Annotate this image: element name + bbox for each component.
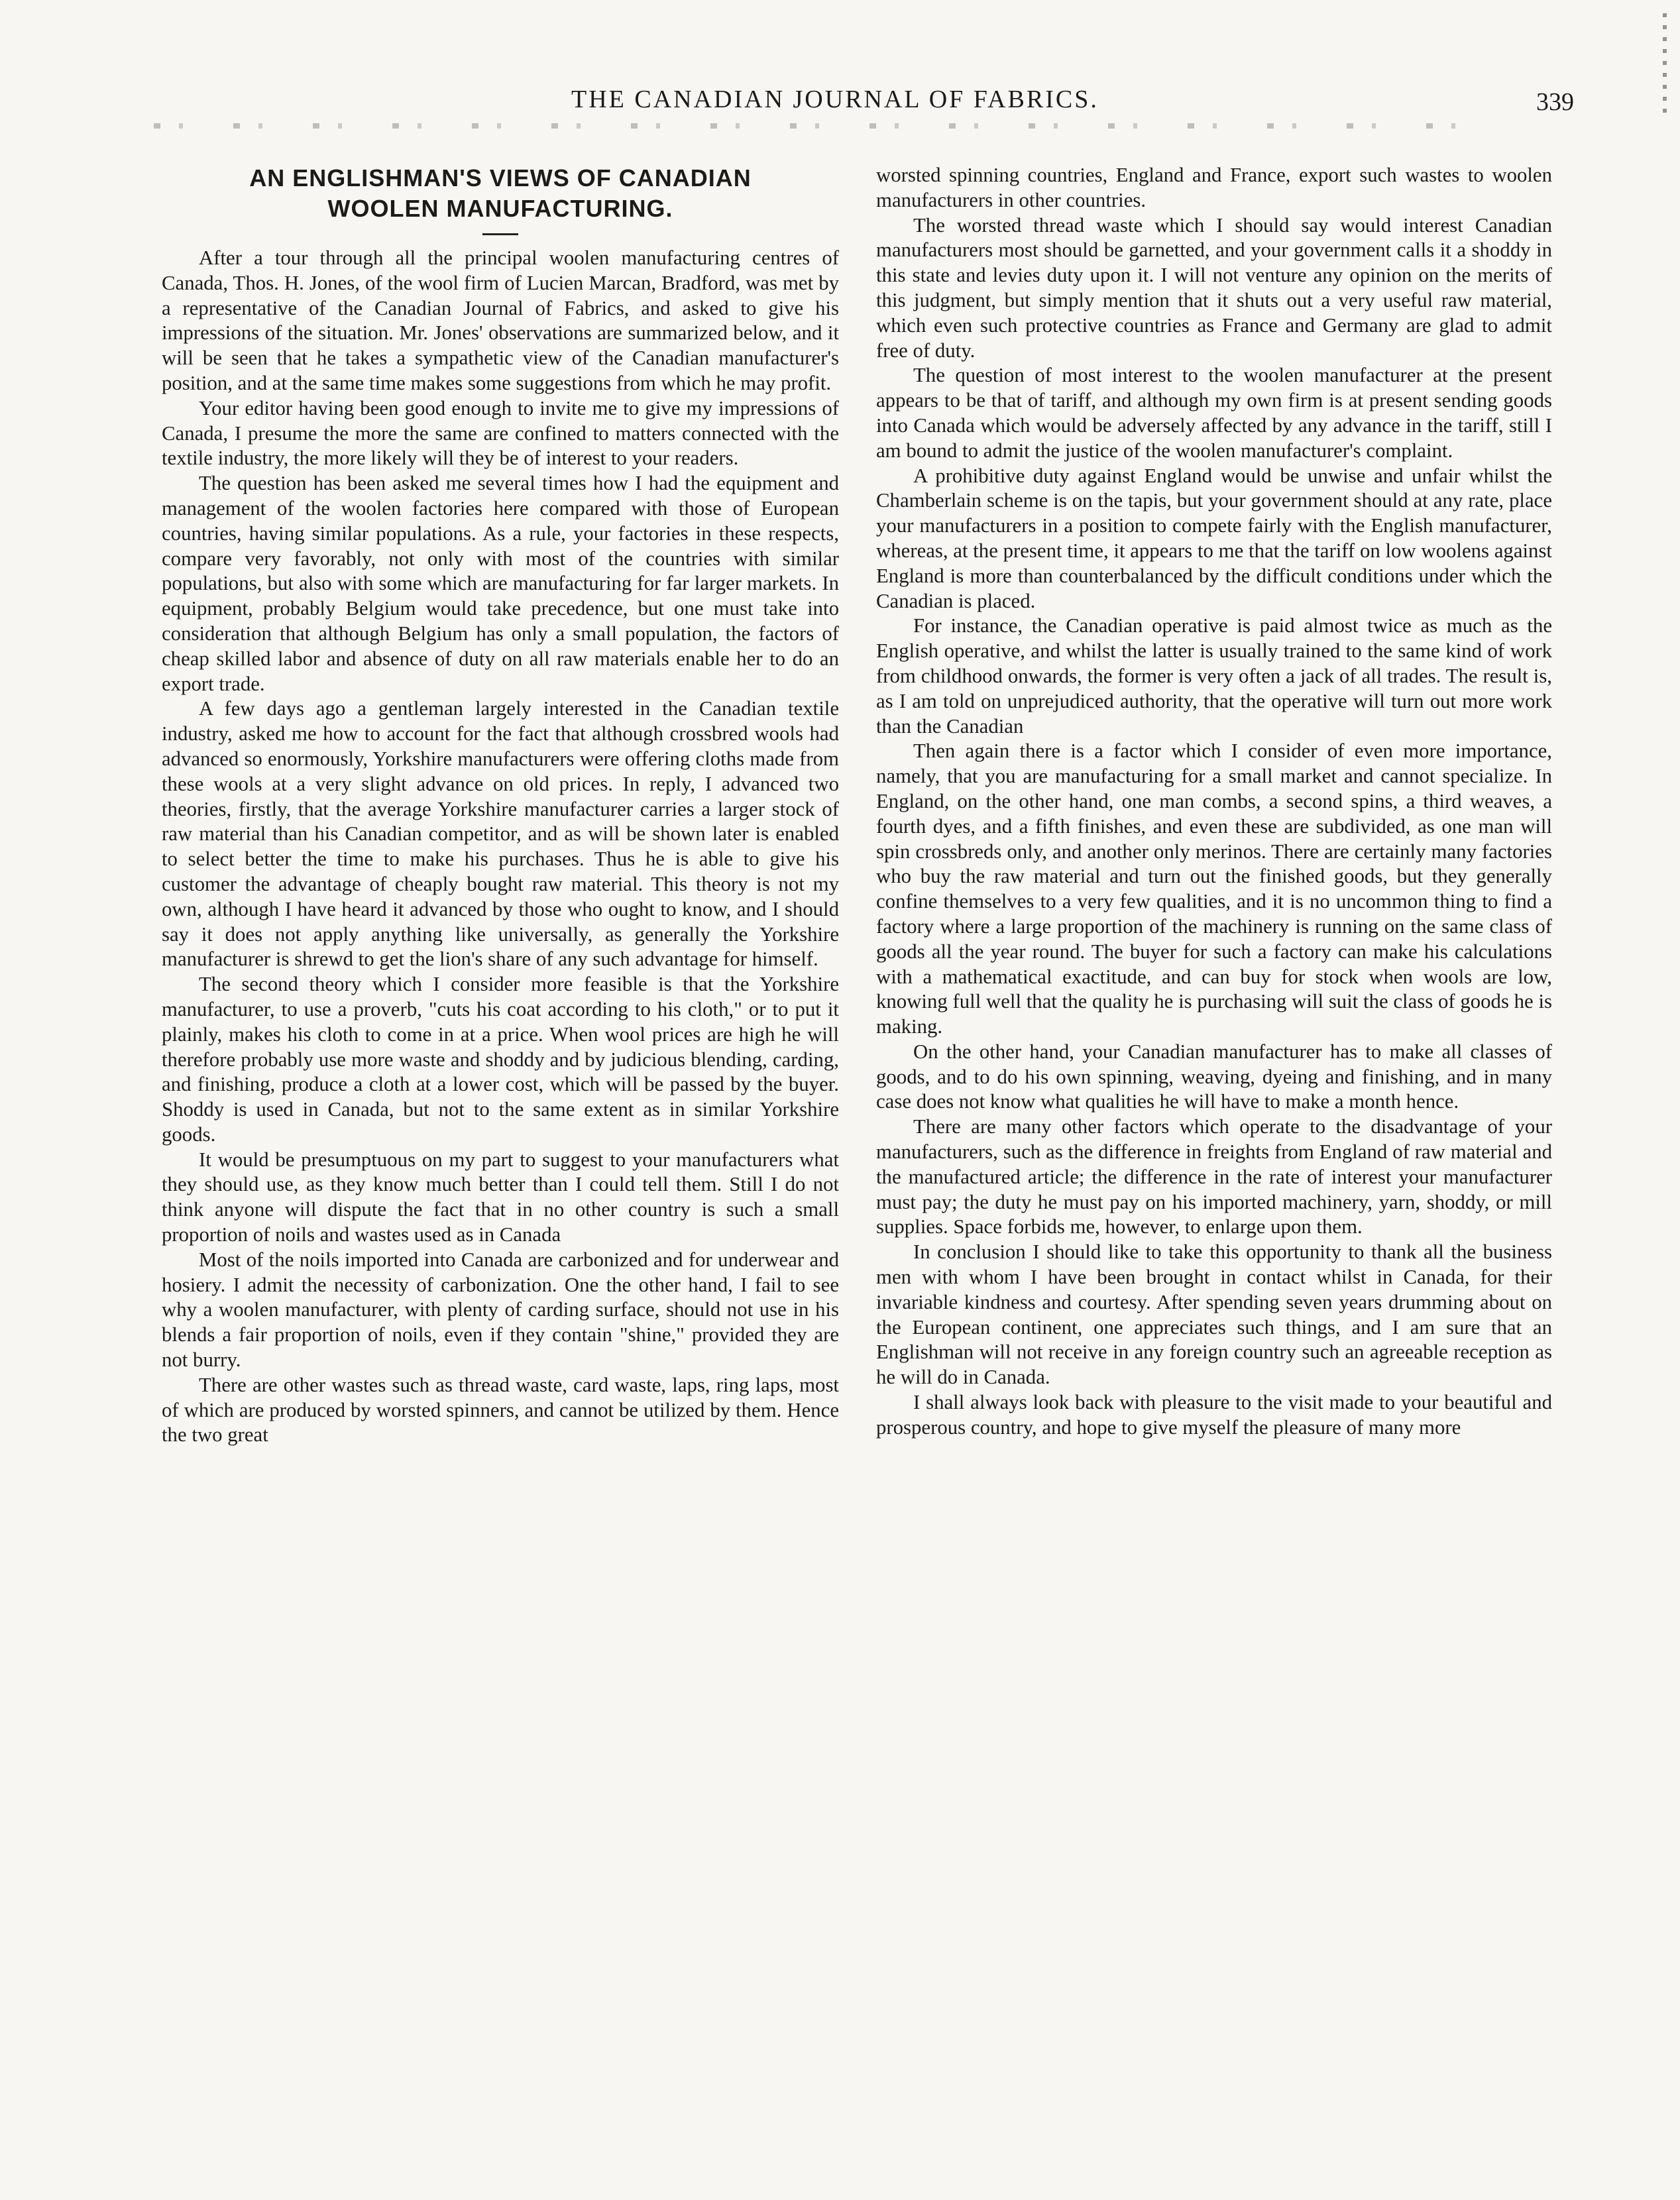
page-number: 339 bbox=[1536, 88, 1574, 116]
paragraph: A few days ago a gentleman largely interested in the Canadian textile industry, asked me how to account for the fact that although crossbred wools had advanced so enormously, Yorkshire manufacturers were offering cloths made from these wools at a very slight advance on old prices. In reply, I advanced two theories, firstly, that the average Yorkshire manufacturer carries a larger stock of raw material than his Canadian competitor, and as will be shown later is enabled to select better the time to make his purchases. Thus he is able to give his customer the advantage of cheaply bought raw material. This theory is not my own, although I have heard it advanced by those who ought to know, and I should say it does not apply anything like universally, as generally the Yorkshire manufacturer is shrewd to get the lion's share of any such advantage for himself. bbox=[162, 697, 839, 971]
right-column bbox=[876, 163, 1552, 1441]
paragraph: In conclusion I should like to take this opportunity to thank all the business men with whom I have been brought in contact whilst in Canada, for their invariable kindness and courtesy. After spending seven years drumming about on the European continent, one appreciates such things, and I am sure that an Englishman will not receive in any foreign country such an agreeable reception as he will do in Canada. bbox=[876, 1240, 1552, 1389]
article-title-line2: WOOLEN MANUFACTURING. bbox=[327, 195, 673, 222]
page-edge-mark bbox=[1663, 13, 1667, 113]
paragraph: There are other wastes such as thread waste, card waste, laps, ring laps, most of which are produced by worsted spinners, and cannot be utilized by them. Hence the two great bbox=[162, 1373, 839, 1447]
article-title-line1: AN ENGLISHMAN'S VIEWS OF CANADIAN bbox=[249, 164, 752, 192]
running-title: THE CANADIAN JOURNAL OF FABRICS. bbox=[571, 85, 1099, 113]
paragraph: After a tour through all the principal woolen manufacturing centres of Canada, Thos. H. Jones, of the wool firm of Lucien Marcan, Bradford, was met by a representative of the Canadian Journal of Fabrics, and asked to give his impressions of the situation. Mr. Jones' observations are summarized below, and it will be seen that he takes a sympathetic view of the Canadian manufacturer's position, and at the same time makes some suggestions from which he may profit. bbox=[162, 247, 839, 394]
paragraph: It would be presumptuous on my part to suggest to your manufacturers what they should use, as they know much better than I could tell them. Still I do not think anyone will dispute the fact that in no other country is such a small proportion of noils and wastes used as in Canada bbox=[162, 1148, 839, 1246]
paragraph: On the other hand, your Canadian manufacturer has to make all classes of goods, and to do his own spinning, weaving, dyeing and finishing, and in many case does not know what qualities he will have to make a month hence. bbox=[876, 1040, 1552, 1113]
paragraph: I shall always look back with pleasure to the visit made to your beautiful and prosperous country, and hope to give myself the pleasure of many more bbox=[876, 1391, 1552, 1439]
title-divider bbox=[482, 233, 518, 235]
paragraph: Then again there is a factor which I consider of even more importance, namely, that you are manufacturing for a small market and cannot specialize. In England, on the other hand, one man combs, a second spins, a third weaves, a fourth dyes, and a fifth finishes, and even these are subdivided, as one man will spin crossbreds only, and another only merinos. There are certainly many factories who buy the raw material and turn out the finished goods, but they generally confine themselves to a very few qualities, and it is no uncommon thing to find a factory where a large proportion of the machinery is running on the same class of goods all the year round. The buyer for such a factory can make his calculations with a mathematical exactitude, and can buy for stock when wools are low, knowing full well that the quality he is purchasing will suit the class of goods he is making. bbox=[876, 740, 1552, 1038]
paragraph: The second theory which I consider more feasible is that the Yorkshire manufacturer, to use a proverb, "cuts his coat according to his cloth," or to put it plainly, makes his cloth to come in at a price. When wool prices are high he will therefore probably use more waste and shoddy and by judicious blending, carding, and finishing, produce a cloth at a lower cost, which will be passed by the buyer. Shoddy is used in Canada, but not to the same extent as in similar Yorkshire goods. bbox=[162, 973, 839, 1146]
paragraph-continuation: worsted spinning countries, England and France, export such wastes to woolen manufacturers in other countries. bbox=[876, 164, 1552, 211]
paragraph: There are many other factors which operate to the disadvantage of your manufacturers, such as the difference in freights from England of raw material and the manufactured article; the difference in the rate of interest your manufacturer must pay; the duty he must pay on his imported machinery, yarn, shoddy, or mill supplies. Space forbids me, however, to enlarge upon them. bbox=[876, 1115, 1552, 1238]
paragraph: The worsted thread waste which I should say would interest Canadian manufacturers most should be garnetted, and your government calls it a shoddy in this state and levies duty upon it. I will not venture any opinion on the merits of this judgment, but simply mention that it shuts out a very useful raw material, which even such protective countries as France and Germany are glad to admit free of duty. bbox=[876, 213, 1552, 362]
article-title bbox=[162, 163, 839, 224]
paragraph: Most of the noils imported into Canada are carbonized and for underwear and hosiery. I admit the necessity of carbonization. One the other hand, I fail to see why a woolen manufacturer, with plenty of carding surface, should not use in his blends a fair proportion of noils, even if they contain "shine," provided they are not burry. bbox=[162, 1248, 839, 1372]
paragraph: Your editor having been good enough to invite me to give my impressions of Canada, I presume the more the same are confined to matters connected with the textile industry, the more likely will they be of interest to your readers. bbox=[162, 396, 839, 470]
left-column bbox=[162, 163, 839, 1448]
header-ornament-rule bbox=[154, 123, 1492, 129]
paragraph: The question has been asked me several times how I had the equipment and management of the woolen factories here compared with those of European countries, having similar populations. As a rule, your factories in these respects, compare very favorably, not only with most of the countries with similar populations, but also with some which are manufacturing for far larger markets. In equipment, probably Belgium would take precedence, but one must take into consideration that although Belgium has only a small population, the factors of cheap skilled labor and absence of duty on all raw materials enable her to do an export trade. bbox=[162, 472, 839, 695]
paragraph: For instance, the Canadian operative is paid almost twice as much as the English operative, and whilst the latter is usually trained to the same kind of work from childhood onwards, the former is very often a jack of all trades. The result is, as I am told on unprejudiced authority, that the operative will turn out more work than the Canadian bbox=[876, 614, 1552, 738]
paragraph: The question of most interest to the woolen manufacturer at the present appears to be that of tariff, and although my own firm is at present sending goods into Canada which would be adversely affected by any advance in the tariff, still I am bound to admit the justice of the woolen manufacturer's complaint. bbox=[876, 364, 1552, 462]
paragraph: A prohibitive duty against England would be unwise and unfair whilst the Chamberlain scheme is on the tapis, but your government should at any rate, place your manufacturers in a position to compete fairly with the English manufacturer, whereas, at the present time, it appears to me that the tariff on low woolens against England is more than counterbalanced by the difficult conditions under which the Canadian is placed. bbox=[876, 464, 1552, 612]
